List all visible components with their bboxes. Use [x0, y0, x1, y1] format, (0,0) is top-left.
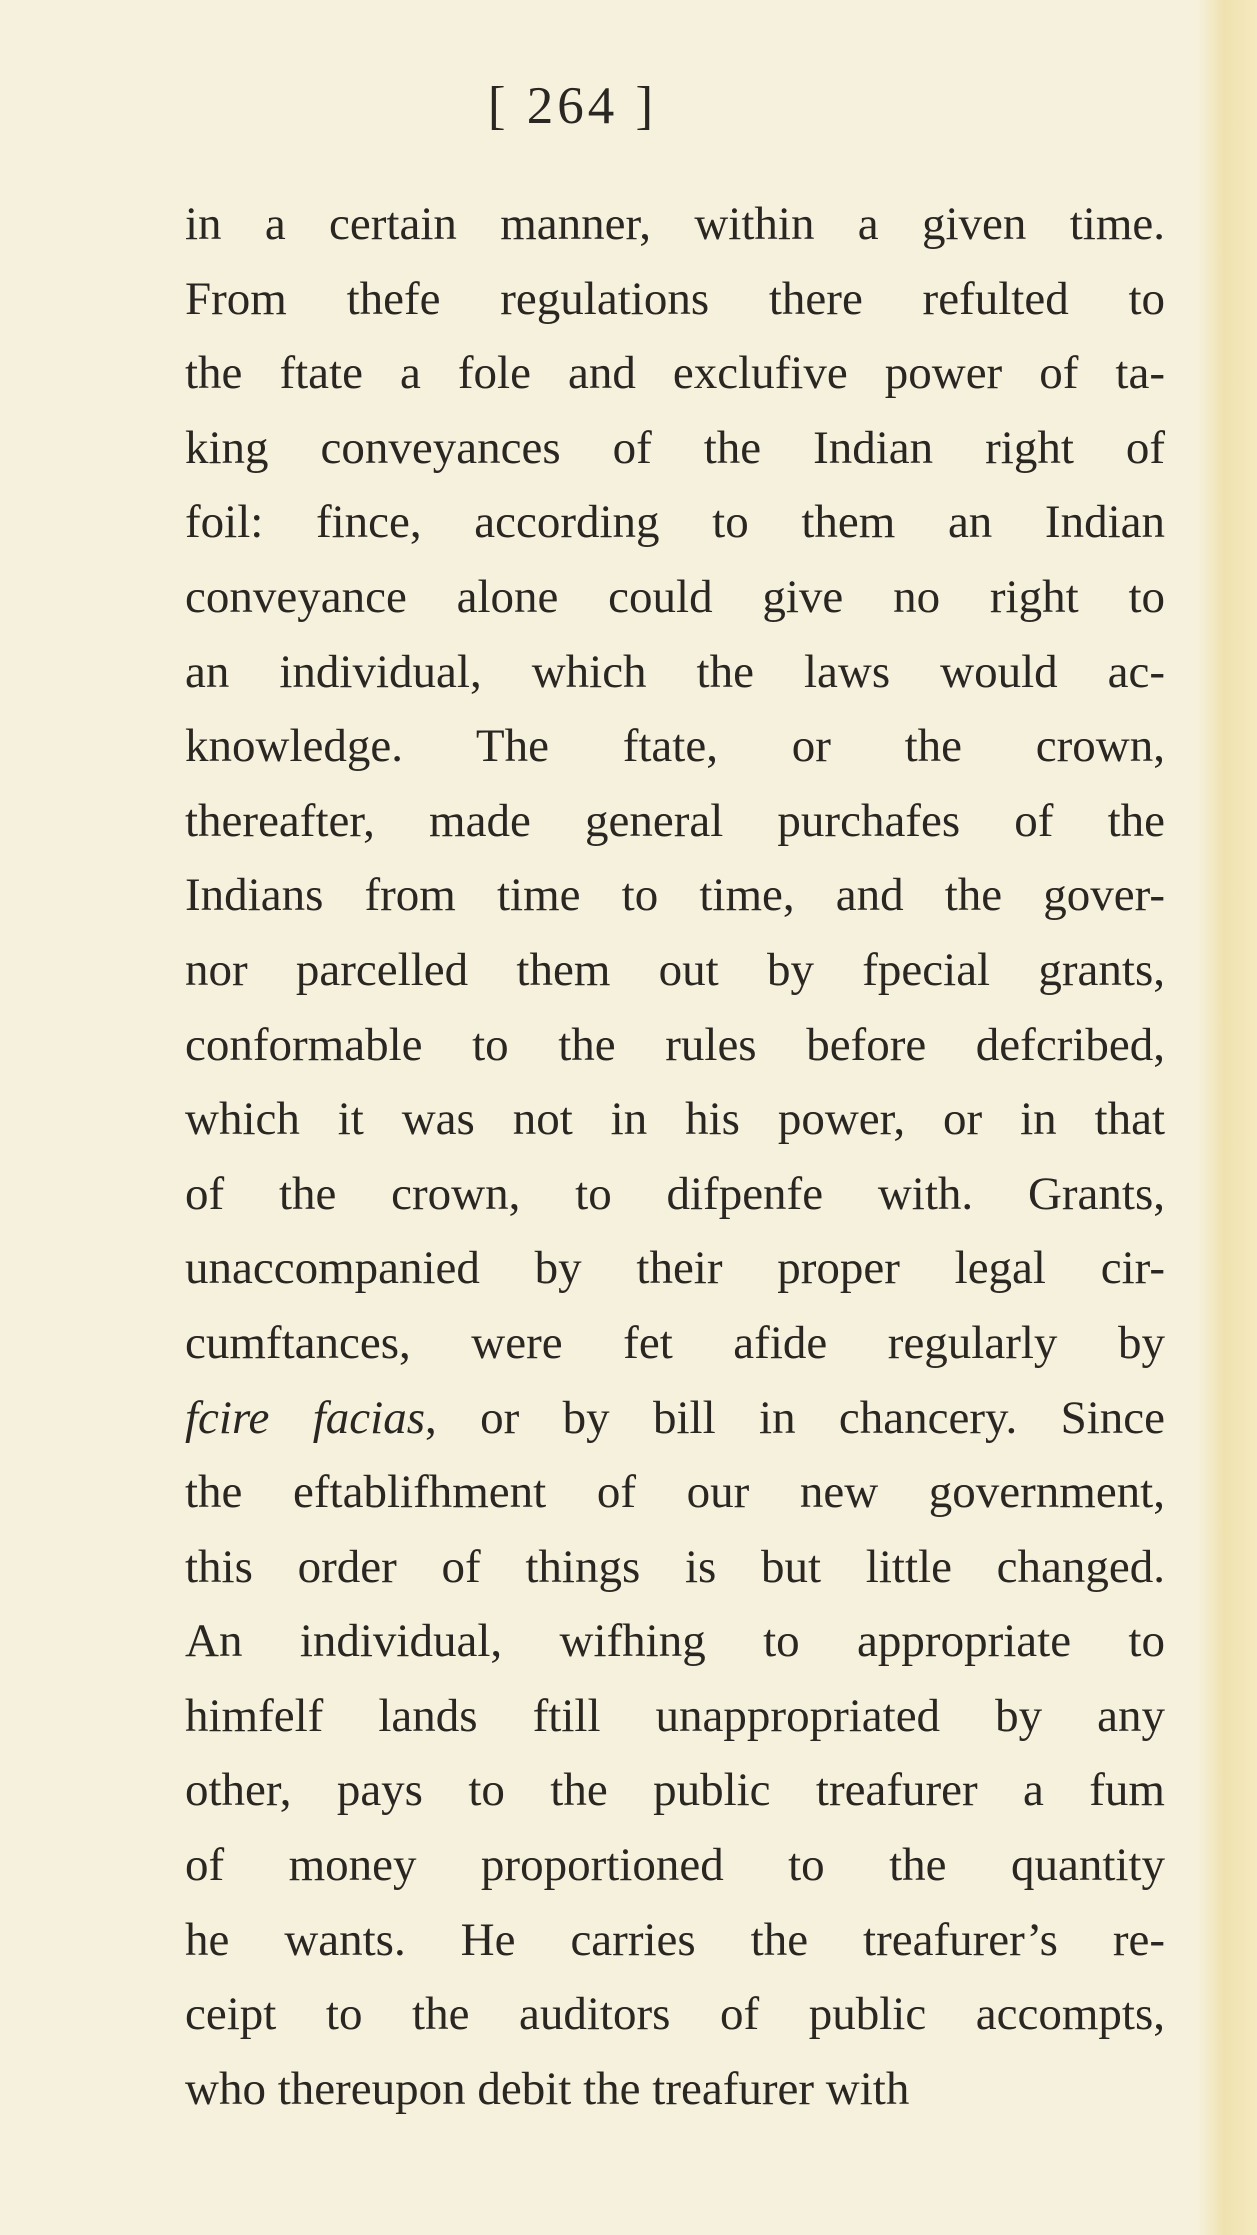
- text-line: other, pays to the public treafurer a fum: [185, 1764, 1165, 1817]
- text-line: Indians from time to time, and the gover-: [185, 869, 1165, 922]
- text-line: thereafter, made general purchafes of the: [185, 794, 1165, 847]
- text-line: this order of things is but little changed.: [185, 1540, 1165, 1593]
- text-line: in a certain manner, within a given time.: [185, 198, 1165, 250]
- text-line: which it was not in his power, or in that: [185, 1093, 1165, 1146]
- text-line: of the crown, to difpenfe with. Grants,: [185, 1167, 1165, 1220]
- text-line: cumftances, were fet afide regularly by: [185, 1316, 1165, 1369]
- text-line: of money proportioned to the quantity: [185, 1839, 1165, 1892]
- text-line: knowledge. The ftate, or the crown,: [185, 720, 1165, 773]
- text-line: conveyance alone could give no right to: [185, 570, 1165, 623]
- text-line: foil: fince, according to them an Indian: [185, 496, 1165, 549]
- page-edge-shading: [1197, 0, 1257, 2235]
- text-line-with-italic: [185, 1381, 1165, 1456]
- text-line: the ftate a fole and exclufive power of ta-: [185, 347, 1165, 400]
- text-line: conformable to the rules before defcribed,: [185, 1018, 1165, 1071]
- body-text: [185, 187, 1165, 2126]
- text-line: From thefe regulations there refulted to: [185, 272, 1165, 325]
- text-line: unaccompanied by their proper legal cir-: [185, 1242, 1165, 1295]
- text-line: nor parcelled them out by fpecial grants,: [185, 943, 1165, 996]
- text-line: who thereupon debit the treafurer with: [185, 2062, 910, 2115]
- text-line: ceipt to the auditors of public accompts,: [185, 1988, 1165, 2041]
- page-number: [ 264 ]: [487, 77, 658, 135]
- text-line: king conveyances of the Indian right of: [185, 421, 1165, 474]
- text-line: an individual, which the laws would ac-: [185, 645, 1165, 698]
- italic-phrase: fcire facias: [185, 1391, 426, 1444]
- text-line: he wants. He carries the treafurer’s re-: [185, 1913, 1165, 1966]
- line-remainder: , or by bill in chancery. Since: [425, 1391, 1165, 1444]
- text-line: the eftablifhment of our new government,: [185, 1466, 1165, 1519]
- text-line: himfelf lands ftill unappropriated by any: [185, 1689, 1165, 1742]
- text-line: An individual, wifhing to appropriate to: [185, 1615, 1165, 1668]
